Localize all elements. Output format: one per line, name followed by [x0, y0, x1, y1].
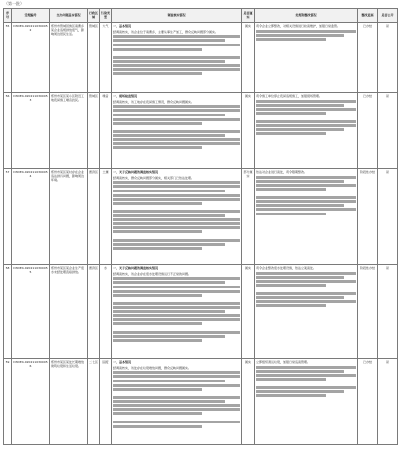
- cell-type: 水: [100, 265, 112, 359]
- cell-handling: [255, 169, 358, 265]
- cell-id: D3DE4-0202110300055: [12, 265, 50, 359]
- handling-text-lines: [256, 272, 356, 308]
- cell-no: 57: [4, 169, 12, 265]
- cell-type: 噪音: [100, 93, 112, 169]
- cell-no: 58: [4, 265, 12, 359]
- cell-summary: 郑州市某区某处长期堆放建筑垃圾和生活垃圾。: [50, 359, 88, 445]
- cell-handling: [255, 23, 358, 93]
- header-summary: 交办问题基本情况: [50, 9, 88, 23]
- cell-handling: [255, 93, 358, 169]
- cell-public: 是: [378, 23, 398, 93]
- table-row: [4, 93, 398, 169]
- header-no: 序号: [4, 9, 12, 23]
- cell-district: 惠济区: [88, 265, 100, 359]
- finding-heading: 一、基本情况: [113, 360, 132, 364]
- finding-text: 经调查核实，该企业存在废水处理设施运行不正常的问题。: [113, 271, 192, 276]
- header-public: 是否公开: [378, 9, 398, 23]
- cell-handling: [255, 359, 358, 445]
- handling-text: 责令企业整改废水处理设施，依法立案查处。: [256, 266, 317, 270]
- cell-finding: [112, 169, 242, 265]
- cell-id: D3DE4-0202110300053: [12, 93, 50, 169]
- table-row: [4, 359, 398, 445]
- cell-public: 是: [378, 93, 398, 169]
- cell-is-true: 属实: [242, 265, 255, 359]
- handling-text-lines: [256, 100, 356, 136]
- finding-heading: 一、现场检查情况: [113, 94, 138, 98]
- cell-type: 大气: [100, 23, 112, 93]
- finding-heading: 一、基本情况: [113, 24, 132, 28]
- table-row: [4, 23, 398, 93]
- cell-public: 是: [378, 265, 398, 359]
- finding-heading: 一、关于反映问题的调查核实情况: [113, 170, 159, 174]
- cell-district: 二七区: [88, 359, 100, 445]
- complaint-table: [3, 8, 398, 445]
- cell-type: 固废: [100, 359, 112, 445]
- cell-finding: [112, 23, 242, 93]
- table-header-row: [4, 9, 398, 23]
- cell-is-true: 部分属实: [242, 169, 255, 265]
- cell-public: 是: [378, 359, 398, 445]
- cell-id: D3DE4-0202110300054: [12, 169, 50, 265]
- batch-note: （第一批）: [4, 1, 24, 6]
- cell-district: 惠济区: [88, 169, 100, 265]
- cell-no: 59: [4, 359, 12, 445]
- handling-text: 立即组织清运垃圾，加强日常巡查管理。: [256, 360, 311, 364]
- finding-text-lines: [113, 181, 240, 249]
- header-type: 污染类型: [100, 9, 112, 23]
- cell-id: D3DE4-0202110300056: [12, 359, 50, 445]
- cell-summary: 郑州市某区某村存在企业违法排污问题，影响周边环境。: [50, 169, 88, 265]
- header-progress: 整改进展: [358, 9, 378, 23]
- cell-progress: 阶段性办结: [358, 265, 378, 359]
- table-row: [4, 169, 398, 265]
- cell-no: 55: [4, 23, 12, 93]
- cell-district: 管城区: [88, 23, 100, 93]
- finding-text-lines: [113, 277, 240, 341]
- finding-text: 经调查核实，该企业位于南曹乡，主要从事生产加工，群众反映问题部分属实。: [113, 29, 219, 34]
- finding-heading: 一、关于反映问题的调查核实情况: [113, 266, 159, 270]
- finding-text-lines: [113, 371, 240, 427]
- header-finding: 调查核实情况: [112, 9, 242, 23]
- header-id: 受理编号: [12, 9, 50, 23]
- cell-handling: [255, 265, 358, 359]
- finding-text: 经调查核实，群众反映问题部分属实，相关部门已依法处理。: [113, 175, 195, 180]
- handling-text: 依法对企业进行查处，责令限期整改。: [256, 170, 308, 174]
- cell-summary: 郑州市管城回族区南曹乡某企业违规排放废气，影响周边居民生活。: [50, 23, 88, 93]
- cell-no: 56: [4, 93, 12, 169]
- cell-progress: 已办结: [358, 93, 378, 169]
- cell-progress: 已办结: [358, 23, 378, 93]
- cell-public: 是: [378, 169, 398, 265]
- cell-type: 土壤: [100, 169, 112, 265]
- cell-progress: 阶段性办结: [358, 169, 378, 265]
- cell-finding: [112, 265, 242, 359]
- cell-summary: 郑州市某区某企业生产废水未经处理直接排放。: [50, 265, 88, 359]
- finding-text-lines: [113, 35, 240, 75]
- header-district: 行政区域: [88, 9, 100, 23]
- cell-district: 管城区: [88, 93, 100, 169]
- handling-text-lines: [256, 176, 356, 216]
- cell-progress: 已办结: [358, 359, 378, 445]
- handling-text: 责令施工单位停止夜间违规施工，加强现场管理。: [256, 94, 323, 98]
- finding-text: 经调查核实，该处存在垃圾堆放问题，群众反映问题属实。: [113, 365, 192, 370]
- handling-text-lines: [256, 366, 356, 398]
- handling-text-lines: [256, 30, 356, 41]
- cell-is-true: 属实: [242, 359, 255, 445]
- cell-summary: 郑州市某区某小区附近工地夜间施工噪音扰民。: [50, 93, 88, 169]
- cell-is-true: 属实: [242, 23, 255, 93]
- header-is-true: 是否属实: [242, 9, 255, 23]
- cell-id: D3DE4-0202110300052: [12, 23, 50, 93]
- header-handling: 处理和整改情况: [255, 9, 358, 23]
- cell-finding: [112, 359, 242, 445]
- cell-is-true: 属实: [242, 93, 255, 169]
- finding-text: 经调查核实，该工地存在夜间施工情况，群众反映问题属实。: [113, 99, 195, 104]
- table-row: [4, 265, 398, 359]
- handling-text: 责令企业立即整改，对相关设施进行检查维护，加强日常监管。: [256, 24, 341, 28]
- cell-finding: [112, 93, 242, 169]
- finding-text-lines: [113, 105, 240, 149]
